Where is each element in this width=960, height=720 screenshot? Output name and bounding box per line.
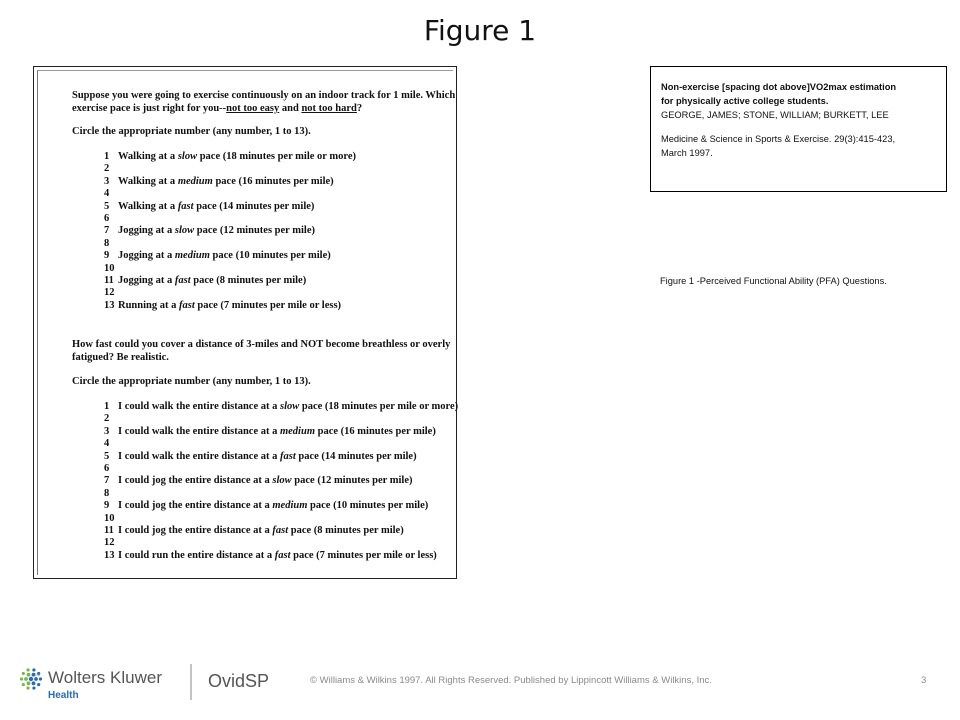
option-row (104, 438, 118, 450)
option-number: 12 (104, 537, 115, 549)
option-text-rest: pace (12 minutes per mile) (291, 475, 413, 487)
option-row (104, 451, 417, 463)
q2-prompt-line2: fatigued? Be realistic. (72, 352, 169, 363)
option-text-rest: pace (10 minutes per mile) (307, 500, 429, 512)
option-row (104, 238, 118, 250)
option-row (104, 513, 118, 525)
option-text-rest: pace (14 minutes per mile) (295, 450, 417, 462)
option-number: 2 (104, 163, 110, 175)
option-text: I could jog the entire distance at a (118, 475, 273, 487)
option-pace: medium (279, 425, 315, 437)
option-number: 13 (104, 299, 115, 311)
option-pace: fast (274, 549, 291, 561)
option-text-rest: pace (16 minutes per mile) (212, 175, 334, 187)
q2-prompt-line1: How fast could you cover a distance of 3-miles and NOT become breathless or overly (72, 339, 451, 350)
option-row (104, 163, 118, 175)
option-text: Walking at a (118, 175, 178, 187)
globe-dot (32, 681, 36, 685)
copyright-notice: © Williams & Wilkins 1997. All Rights Reserved. Published by Lippincott Williams & Wilkins, Inc. (310, 675, 712, 686)
option-row (104, 201, 314, 213)
option-row (104, 151, 356, 163)
option-text: Jogging at a (118, 250, 175, 262)
option-row (104, 275, 306, 287)
citation-authors: GEORGE, JAMES; STONE, WILLIAM; BURKETT, LEE (661, 110, 889, 120)
option-text: I could walk the entire distance at a (118, 450, 280, 462)
globe-dot (34, 677, 38, 681)
option-number: 10 (104, 512, 115, 524)
option-row (104, 426, 436, 438)
option-number: 3 (104, 175, 110, 187)
option-row (104, 176, 334, 188)
product-name: OvidSP (208, 671, 270, 691)
globe-dot (22, 672, 25, 675)
globe-dot (27, 673, 31, 677)
option-number: 6 (104, 463, 110, 474)
option-pace: fast (279, 450, 296, 462)
option-text: Walking at a (118, 200, 178, 212)
globe-dot (29, 677, 33, 681)
option-number: 9 (104, 250, 110, 262)
option-text: I could run the entire distance at a (118, 549, 275, 561)
option-pace: medium (174, 250, 210, 262)
option-number: 4 (104, 438, 110, 450)
option-pace: fast (178, 299, 195, 311)
option-text-rest: pace (14 minutes per mile) (193, 200, 315, 212)
option-row (104, 500, 428, 512)
option-text: I could walk the entire distance at a (118, 425, 280, 437)
brand-name: Wolters Kluwer (48, 668, 162, 687)
globe-dot (24, 677, 28, 681)
option-pace: fast (174, 275, 191, 286)
citation-journal-line2: March 1997. (661, 148, 713, 158)
page-number: 3 (921, 675, 927, 686)
trademark-mark: TM (34, 672, 40, 677)
option-number: 1 (104, 401, 110, 412)
option-number: 13 (104, 549, 115, 561)
option-row (104, 250, 331, 262)
q1-prompt-line1: Suppose you were going to exercise continuously on an indoor track for 1 mile. Which (72, 90, 456, 101)
option-number: 11 (104, 275, 114, 286)
q1-prompt-line2: exercise pace is just right for you--not too easy and not too hard? (72, 103, 363, 114)
option-row (104, 550, 437, 562)
option-number: 9 (104, 500, 110, 512)
option-pace: slow (272, 475, 292, 487)
slide-title: Figure 1 (423, 14, 537, 47)
globe-dot (26, 686, 29, 689)
option-number: 7 (104, 475, 110, 487)
option-number: 8 (104, 487, 110, 499)
q1-instruction: Circle the appropriate number (any number, 1 to 13). (72, 126, 311, 137)
option-text-rest: pace (8 minutes per mile) (288, 525, 404, 536)
option-pace: fast (177, 200, 194, 212)
option-number: 10 (104, 262, 115, 274)
option-text-rest: pace (12 minutes per mile) (194, 225, 315, 237)
option-row (104, 300, 341, 312)
option-row (104, 401, 458, 413)
option-text: Running at a (118, 299, 179, 311)
option-number: 2 (104, 413, 110, 425)
globe-dot (39, 677, 42, 680)
option-pace: slow (174, 225, 195, 237)
figure-caption: Figure 1 -Perceived Functional Ability (PFA) Questions. (660, 276, 887, 286)
option-pace: medium (177, 175, 213, 187)
option-text: I could walk the entire distance at a (118, 401, 280, 412)
globe-dot (37, 683, 40, 686)
figure-image (33, 66, 457, 579)
option-number: 4 (104, 188, 110, 200)
option-text: Jogging at a (118, 225, 175, 237)
q2-instruction: Circle the appropriate number (any number, 1 to 13). (72, 376, 311, 387)
globe-dot (32, 686, 35, 689)
option-text-rest: pace (7 minutes per mile or less) (290, 549, 437, 561)
option-pace: slow (279, 401, 300, 412)
option-text: Jogging at a (118, 275, 175, 286)
option-text-rest: pace (10 minutes per mile) (209, 250, 331, 262)
option-text-rest: pace (7 minutes per mile or less) (194, 299, 342, 311)
option-number: 5 (104, 450, 110, 462)
globe-dot (27, 681, 31, 685)
citation-journal-line1: Medicine & Science in Sports & Exercise. 29(3):415-423, (661, 134, 896, 144)
option-row (104, 213, 118, 225)
option-number: 12 (104, 287, 115, 299)
option-row (104, 475, 412, 487)
option-text-rest: pace (8 minutes per mile) (190, 275, 307, 286)
option-row (104, 225, 315, 237)
option-row (104, 413, 118, 425)
option-number: 11 (104, 525, 114, 536)
citation-title-line1: Non-exercise [spacing dot above]VO2max estimation (661, 82, 897, 92)
option-row (104, 525, 404, 537)
option-pace: medium (272, 500, 308, 512)
option-text-rest: pace (16 minutes per mile) (315, 425, 436, 437)
option-text-rest: pace (18 minutes per mile or more) (197, 151, 357, 162)
globe-dot (20, 677, 23, 680)
option-text: I could jog the entire distance at a (118, 500, 273, 512)
option-pace: fast (272, 525, 289, 536)
option-number: 6 (104, 213, 110, 224)
option-row (104, 263, 118, 275)
option-number: 8 (104, 237, 110, 249)
option-row (104, 188, 118, 200)
option-number: 3 (104, 425, 110, 437)
option-number: 7 (104, 225, 110, 237)
option-row (104, 463, 118, 475)
option-text: I could jog the entire distance at a (118, 525, 273, 536)
option-row (104, 488, 118, 500)
globe-dot (22, 683, 25, 686)
globe-logo-icon (18, 662, 288, 702)
option-number: 5 (104, 200, 110, 212)
globe-dot (26, 668, 29, 671)
option-row (104, 287, 118, 299)
option-number: 1 (104, 151, 110, 162)
citation-title-line2: for physically active college students. (661, 96, 829, 106)
brand-sub: Health (48, 690, 79, 701)
option-pace: slow (177, 151, 198, 162)
wolters-kluwer-ovidsp-logo (18, 662, 288, 702)
option-row (104, 537, 118, 549)
citation-box (650, 66, 947, 192)
option-text: Walking at a (118, 151, 178, 162)
option-text-rest: pace (18 minutes per mile or more) (299, 401, 459, 412)
